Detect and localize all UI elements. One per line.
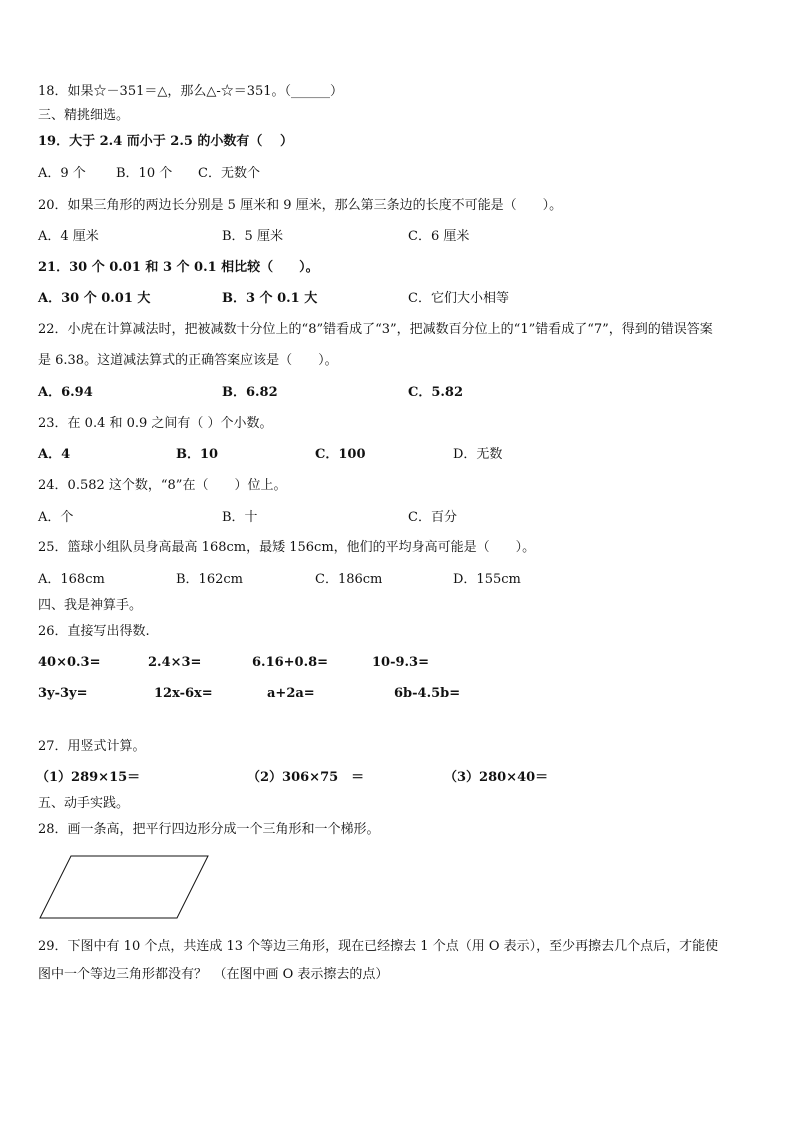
q25-option-b: B．162cm [176,572,243,587]
q24-option-b: B．十 [222,510,258,525]
q26-expr-2: 2.4×3= [148,655,202,670]
q25-option-d: D．155cm [453,572,521,587]
q21-option-b: B．3 个 0.1 大 [222,291,318,306]
q24-option-a: A．个 [38,510,74,525]
q24-option-c: C．百分 [408,510,457,525]
section-5-heading: 五、动手实践。 [38,796,130,811]
section-4-heading: 四、我是神算手。 [38,598,143,613]
q23-option-a: A．4 [38,447,71,462]
question-18: 18．如果☆－351＝△，那么△-☆＝351。（______） [38,84,344,99]
q20-option-b: B．5 厘米 [222,229,283,244]
q23-option-b: B．10 [176,447,219,462]
q26-expr-6: 12x-6x= [154,686,213,701]
q19-option-a: A．9 个 [38,166,86,181]
parallelogram-figure [38,855,210,919]
q27-item-2: （2）306×75 ＝ [247,770,365,785]
q27-item-1: （1）289×15＝ [36,770,141,785]
q20-option-c: C．6 厘米 [408,229,470,244]
question-29-line-2: 图中一个等边三角形都没有？ （在图中画 O 表示擦去的点） [38,967,389,982]
question-28: 28．画一条高，把平行四边形分成一个三角形和一个梯形。 [38,822,380,837]
q25-option-a: A．168cm [38,572,105,587]
question-21: 21．30 个 0.01 和 3 个 0.1 相比较（ ）。 [38,260,319,275]
q21-option-c: C．它们大小相等 [408,291,509,306]
question-26: 26．直接写出得数. [38,624,150,639]
question-20: 20．如果三角形的两边长分别是 5 厘米和 9 厘米，那么第三条边的长度不可能是（ ）。 [38,198,563,213]
q26-expr-4: 10-9.3= [372,655,429,670]
q20-option-a: A．4 厘米 [38,229,99,244]
q26-expr-1: 40×0.3= [38,655,101,670]
question-23: 23．在 0.4 和 0.9 之间有（ ）个小数。 [38,416,273,431]
q23-option-c: C．100 [315,447,366,462]
question-25: 25．篮球小组队员身高最高 168cm，最矮 156cm，他们的平均身高可能是（ ）。 [38,540,536,555]
q26-expr-8: 6b-4.5b= [394,686,461,701]
q21-option-a: A．30 个 0.01 大 [38,291,151,306]
q22-option-a: A．6.94 [38,385,93,400]
q26-expr-5: 3y-3y= [38,686,88,701]
q26-expr-7: a+2a= [267,686,315,701]
q22-option-b: B．6.82 [222,385,278,400]
question-27: 27．用竖式计算。 [38,739,146,754]
q22-option-c: C．5.82 [408,385,464,400]
section-3-heading: 三、精挑细选。 [38,108,130,123]
question-24: 24．0.582 这个数，“8”在（ ）位上。 [38,478,287,493]
question-29-line-1: 29．下图中有 10 个点，共连成 13 个等边三角形，现在已经擦去 1 个点（用 O 表示），至少再擦去几个点后，才能使 [38,939,719,954]
q19-option-b: B．10 个 [116,166,173,181]
q23-option-d: D．无数 [453,447,503,462]
q26-expr-3: 6.16+0.8= [252,655,329,670]
q19-option-c: C．无数个 [198,166,260,181]
question-22-line-2: 是 6.38。这道减法算式的正确答案应该是（ ）。 [38,353,338,368]
q27-item-3: （3）280×40＝ [444,770,549,785]
q25-option-c: C．186cm [315,572,383,587]
question-19: 19．大于 2.4 而小于 2.5 的小数有（ ） [38,134,293,149]
question-22-line-1: 22．小虎在计算减法时，把被减数十分位上的“8”错看成了“3”，把减数百分位上的“1”错看成了“7”，得到的错误答案 [38,322,713,337]
